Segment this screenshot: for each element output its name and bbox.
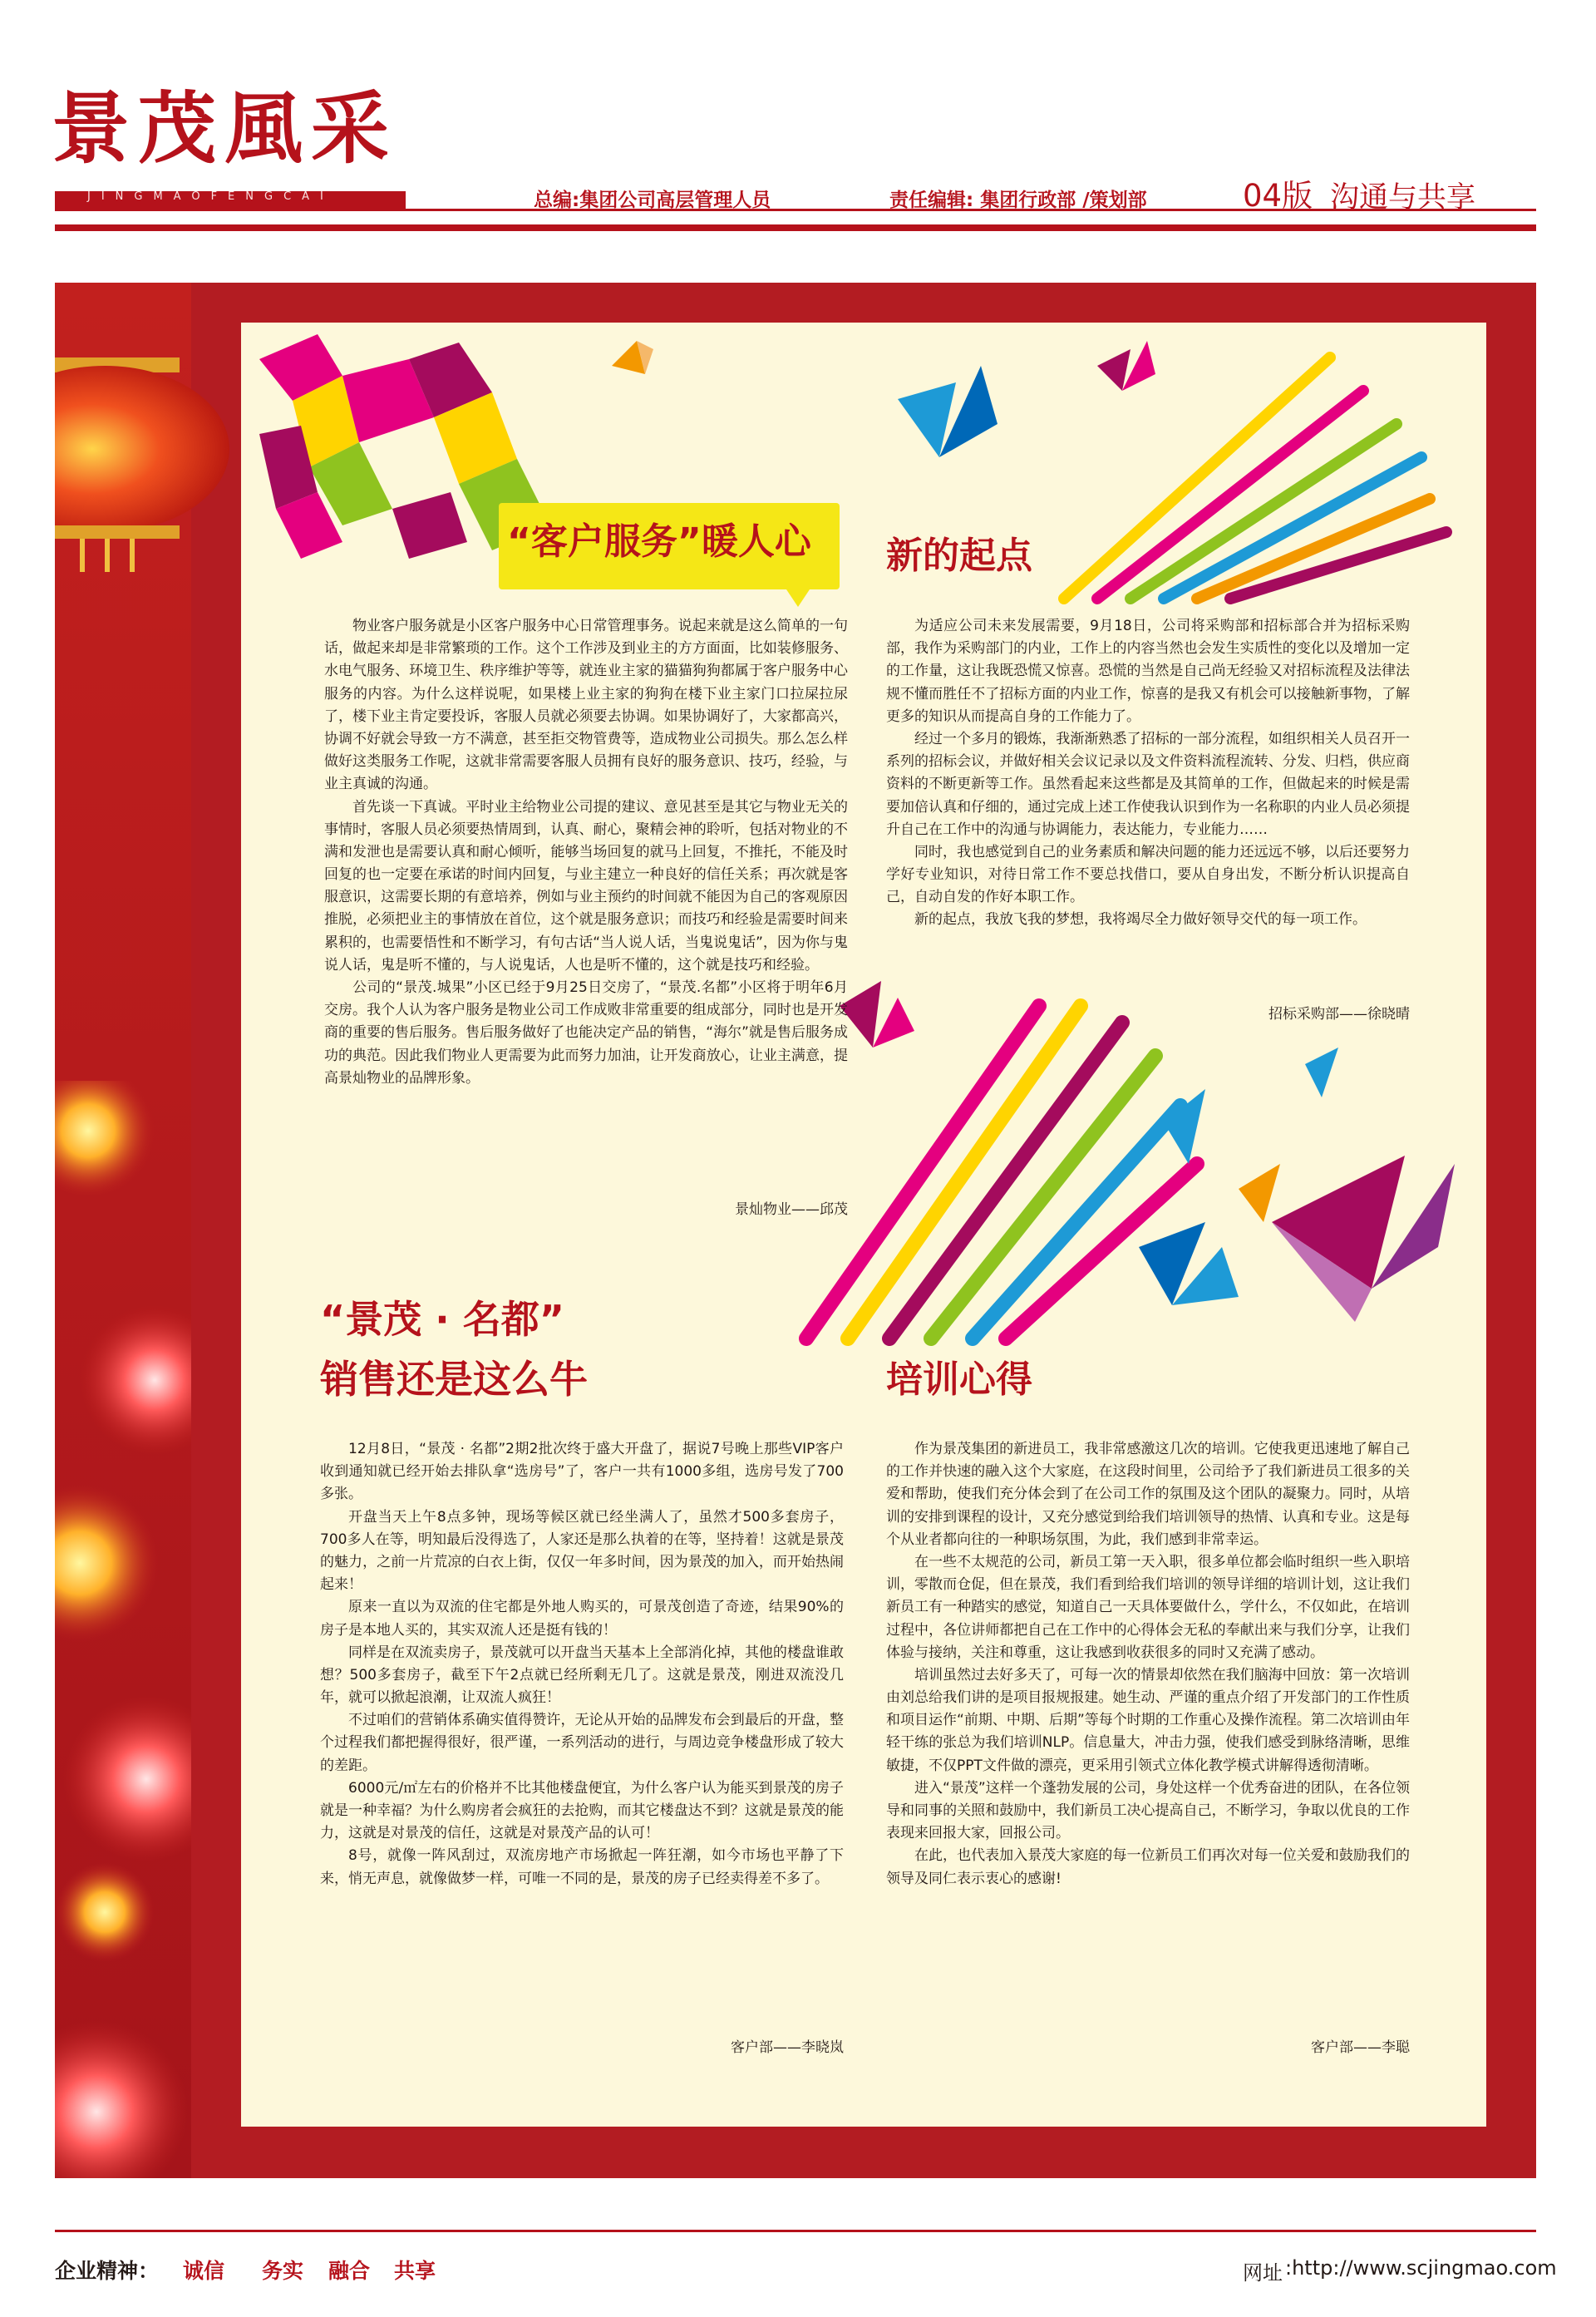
- footer-spirit-label: 企业精神：: [55, 2259, 160, 2283]
- article4-body: [886, 1438, 1410, 1891]
- footer-spirit-item: 务实: [262, 2259, 304, 2283]
- title-bubble-tail: [781, 582, 815, 607]
- lantern-icon: [55, 333, 239, 574]
- article2-paragraph: 为适应公司未来发展需要，9月18日，公司将采购部和招标部合并为招标采购部，我作为采购部门的内业，工作上的内容当然也会发生实质性的变化以及增加一定的工作量，这让我既恐慌又惊喜。恐慌的当然是自己尚无经验又对招标流程及法律法规不懂而胜任不了招标方面的内业工作，惊喜的是我又有机会可以接触新事物，了解更多的知识从而提高自身的工作能力了。: [886, 618, 1410, 725]
- article3-paragraph: 原来一直以为双流的住宅都是外地人购买的，可景茂创造了奇迹，结果90%的房子是本地人买的，其实双流人还是挺有钱的！: [320, 1599, 844, 1639]
- footer-url-label: 网址: [1243, 2261, 1283, 2285]
- article3-paragraph: 8号，就像一阵风刮过，双流房地产市场掀起一阵狂潮，如今市场也平静了下来，悄无声息，就像做梦一样，可唯一不同的是，景茂的房子已经卖得差不多了。: [320, 1847, 844, 1887]
- arrow-burst-icon: [773, 973, 1488, 1347]
- article1-signature: 景灿物业——邱茂: [735, 1201, 848, 1218]
- article3-paragraph: 不过咱们的营销体系确实值得赞许，无论从开始的品牌发布会到最后的开盘，整个过程我们都把握得很好，很严谨，一系列活动的进行，与周边竞争楼盘形成了较大的差距。: [320, 1712, 844, 1774]
- footer-spirit-item: 诚信: [183, 2259, 225, 2283]
- header-rule-thick: [55, 224, 1536, 231]
- article1-body: [324, 615, 848, 1090]
- chief-editor: 总编:集团公司高层管理人员: [534, 190, 771, 211]
- article4-paragraph: 在此，也代表加入景茂大家庭的每一位新员工们再次对每一位关爱和鼓励我们的领导及同仁表示衷心的感谢!: [886, 1847, 1410, 1887]
- article2-body: [886, 615, 1410, 932]
- firework-icon: [55, 1081, 191, 2178]
- header-rule: [55, 209, 1536, 211]
- article2-paragraph: 新的起点，我放飞我的梦想，我将竭尽全力做好领导交代的每一项工作。: [914, 911, 1367, 929]
- article3-body: [320, 1438, 844, 1891]
- article1-paragraph: 首先谈一下真诚。平时业主给物业公司提的建议、意见甚至是其它与物业无关的事情时，客服人员必须要热情周到，认真、耐心，聚精会神的聆听，包括对物业的不满和发泄也是需要认真和耐心倾听，能够当场回复的就马上回复，不推托，不能及时回复的也一定要在承诺的时间内回复，与业主建立一种良好的信任关系；再次就是客服意识，这需要长期的有意培养，例如与业主预约的时间就不能因为自己的客观原因推脱，必须把业主的事情放在首位，这个就是服务意识；而技巧和经验是需要时间来累积的，也需要悟性和不断学习，有句古话“当人说人话，当鬼说鬼话”，因为你与鬼说人话，鬼是听不懂的，与人说鬼话，人也是听不懂的，这个就是技巧和经验。: [324, 798, 848, 974]
- page-number: 04版: [1243, 178, 1313, 214]
- article4-paragraph: 培训虽然过去好多天了，可每一次的情景却依然在我们脑海中回放：第一次培训由刘总给我们讲的是项目报规报建。她生动、严谨的重点介绍了开发部门的工作性质和项目运作“前期、中期、后期”等每个时期的工作重心及操作流程。第二次培训由年轻干练的张总为我们培训NLP。信息量大，冲击力强，使我们感受到脉络清晰，思维敏捷，不仅PPT文件做的漂亮，更采用引领式立体化教学模式讲解得透彻清晰。: [886, 1666, 1410, 1774]
- article1-paragraph: 公司的“景茂.城果”小区已经于9月25日交房了，“景茂.名都”小区将于明年6月交房。我个人认为客户服务是物业公司工作成败非常重要的组成部分，同时也是开发商的重要的售后服务。售后服务做好了也能决定产品的销售，“海尔”就是售后服务成功的典范。因此我们物业人更需要为此而努力加油，让开发商放心，让业主满意，提高景灿物业的品牌形象。: [324, 979, 848, 1087]
- section-title: 沟通与共享: [1330, 181, 1476, 214]
- masthead-logo: 景茂風采: [52, 83, 398, 175]
- article3-paragraph: 同样是在双流卖房子，景茂就可以开盘当天基本上全部消化掉，其他的楼盘谁敢想？500多套房子，截至下午2点就已经所剩无几了。这就是景茂，刚进双流没几年，就可以掀起浪潮，让双流人疯狂！: [320, 1644, 844, 1707]
- footer-url-link[interactable]: :http://www.scjingmao.com: [1285, 2256, 1557, 2280]
- article3-paragraph: 12月8日，“景茂 · 名都”2期2批次终于盛大开盘了，据说7号晚上那些VIP客户收到通知就已经开始去排队拿“选房号”了，客户一共有1000多组，选房号发了700多张。: [320, 1441, 844, 1503]
- article2-signature: 招标采购部——徐晓晴: [1268, 1006, 1410, 1023]
- article3-signature: 客户部——李晓岚: [731, 2039, 844, 2056]
- article4-signature: 客户部——李聪: [1311, 2039, 1410, 2056]
- article1-paragraph: 物业客户服务就是小区客户服务中心日常管理事务。说起来就是这么简单的一句话，做起来却是非常繁琐的工作。这个工作涉及到业主的方方面面，比如装修服务、水电气服务、环境卫生、秩序维护等等，就连业主家的猫猫狗狗都属于客户服务中心服务的内容。为什么这样说呢，如果楼上业主家的狗狗在楼下业主家门口拉屎拉尿了，楼下业主肯定要投诉，客服人员就必须要去协调。如果协调好了，大家都高兴，协调不好就会导致一方不满意，甚至拒交物管费等，造成物业公司损失。那么怎么样做好这类服务工作呢，这就非常需要客服人员拥有良好的服务意识、技巧，经验，与业主真诚的沟通。: [324, 618, 848, 793]
- article2-title: 新的起点: [886, 535, 1032, 577]
- masthead-subtitle: JINGMAOFENGCAI: [87, 190, 334, 203]
- article3-paragraph: 开盘当天上午8点多钟，现场等候区就已经坐满人了，虽然才500多套房子，700多人在等，明知最后没得选了，人家还是那么执着的在等，坚持着！这就是景茂的魅力，之前一片荒凉的白衣上街，仅仅一年多时间，因为景茂的加入，而开始热闹起来！: [320, 1508, 844, 1594]
- article3-title-line1: “景茂 · 名都”: [320, 1297, 564, 1342]
- article3-title-line2: 销售还是这么牛: [320, 1357, 588, 1402]
- article4-paragraph: 在一些不太规范的公司，新员工第一天入职，很多单位都会临时组织一些入职培训，零散而仓促，但在景茂，我们看到给我们培训的领导详细的培训计划，这让我们新员工有一种踏实的感觉，知道自己一天具体要做什么，学什么，不仅如此，在培训过程中，各位讲师都把自己在工作中的心得体会无私的奉献出来与我们分享，让我们体验与接纳，关注和尊重，这让我感到收获很多的同时又充满了感动。: [886, 1553, 1410, 1661]
- article1-title: “客户服务”暖人心: [507, 520, 811, 563]
- responsible-editor: 责任编辑: 集团行政部 /策划部: [889, 190, 1147, 211]
- article4-paragraph: 进入“景茂”这样一个蓬勃发展的公司，身处这样一个优秀奋进的团队，在各位领导和同事的关照和鼓励中，我们新员工决心提高自己，不断学习，争取以优良的工作表现来回报大家，回报公司。: [886, 1779, 1410, 1842]
- article2-paragraph: 同时，我也感觉到自己的业务素质和解决问题的能力还远远不够，以后还要努力学好专业知识，对待日常工作不要总找借口，要从自身出发，不断分析认识提高自己，自动自发的作好本职工作。: [886, 843, 1410, 906]
- article2-paragraph: 经过一个多月的锻炼，我渐渐熟悉了招标的一部分流程，如组织相关人员召开一系列的招标会议，并做好相关会议记录以及文件资料流程流转、分发、归档，供应商资料的不断更新等工作。虽然看起来这些都是及其简单的工作，但做起来的时候是需要加倍认真和仔细的，通过完成上述工作使我认识到作为一名称职的内业人员必须提升自己在工作中的沟通与协调能力，表达能力，专业能力……: [886, 730, 1410, 838]
- footer-spirit-item: 融合: [328, 2259, 371, 2283]
- origami-bird-icon: [612, 341, 653, 391]
- article4-title: 培训心得: [886, 1358, 1032, 1401]
- footer-rule: [55, 2230, 1536, 2232]
- article4-paragraph: 作为景茂集团的新进员工，我非常感激这几次的培训。它使我更迅速地了解自己的工作并快速的融入这个大家庭，在这段时间里，公司给予了我们新进员工很多的关爱和帮助，使我们充分体会到了在公司工作的氛围及这个团队的凝聚力。同时，从培训的安排到课程的设计，又充分感觉到给我们培训领导的热情、认真和专业。这是每个从业者都向往的一种职场氛围，为此，我们感到非常幸运。: [886, 1441, 1410, 1548]
- article3-paragraph: 6000元/㎡左右的价格并不比其他楼盘便宜，为什么客户认为能买到景茂的房子就是一种幸福？为什么购房者会疯狂的去抢购，而其它楼盘达不到？这就是景茂的能力，这就是对景茂的信任，这就是对景茂产品的认可！: [320, 1779, 844, 1842]
- footer-spirit-item: 共享: [394, 2259, 436, 2283]
